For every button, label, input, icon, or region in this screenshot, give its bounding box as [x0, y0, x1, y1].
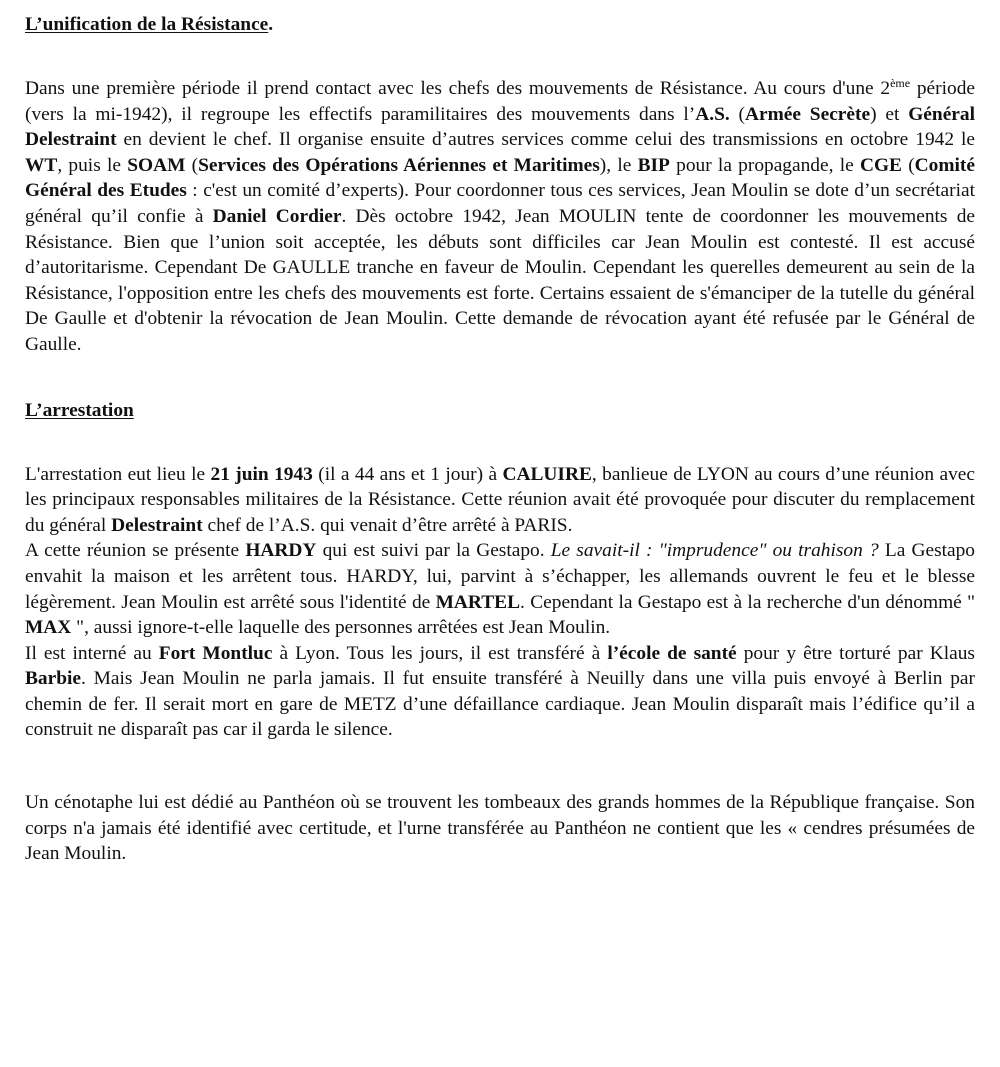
text-run: pour la propagande, le [669, 154, 860, 176]
text-run: chef de l’A.S. qui venait d’être arrêté à PARIS. [202, 514, 573, 536]
bold-term: Armée Secrète [745, 103, 871, 125]
bold-term: Fort Montluc [158, 642, 273, 664]
text-run: La Gestapo envahit la maison et les arrêtent tous. HARDY, lui, parvint à s’échapper, les allemands ouvrent le feu et le blesse légèrement. Jean Moulin est arrêté sous l'identité de [25, 540, 976, 613]
text-run: pour y être torturé par Klaus [736, 642, 975, 664]
text-run: : c'est un comité d’experts). Pour coordonner tous ces services, Jean Moulin se dote d’un secrétariat général qu’il confie à [25, 180, 975, 227]
text-run: ), le [599, 154, 638, 176]
paragraph-unification [25, 76, 975, 358]
text-run: . Cependant la Gestapo est à la recherche d'un dénommé " [520, 591, 976, 613]
italic-question: Le savait-il : "imprudence" ou trahison ? [550, 540, 879, 562]
bold-term: 21 juin 1943 [210, 463, 313, 485]
text-run: ( [901, 154, 915, 176]
bold-term: Delestraint [111, 514, 203, 536]
text-run: ", aussi ignore-t-elle laquelle des personnes arrêtées est Jean Moulin. [71, 617, 611, 639]
text-run: ) et [870, 103, 909, 125]
bold-term: CALUIRE [502, 463, 592, 485]
bold-term: HARDY [245, 540, 317, 562]
paragraph-arrestation-3 [25, 641, 975, 743]
bold-term: Services des Opérations Aériennes et Maritimes [198, 154, 600, 176]
text-run: . Dès octobre 1942, Jean MOULIN tente de coordonner les mouvements de Résistance. Bien que l’union soit acceptée, les débuts sont difficiles car Jean Moulin est contesté. Il est accusé d’autoritarisme. Cependant De GAULLE tranche en faveur de Moulin. Cependant les querelles demeurent au sein de la Résistance, l'opposition entre les chefs des mouvements est forte. Certains essaient de s'émanciper de la tutelle du général De Gaulle et d'obtenir la révocation de Jean Moulin. Cette demande de révocation ayant été refusée par le Général de Gaulle. [25, 205, 976, 355]
bold-term: WT [25, 154, 58, 176]
superscript: ème [890, 76, 911, 90]
text-run: , banlieue de LYON au cours d’une réunion avec les principaux responsables militaires de la Résistance. Cette réunion avait été provoquée pour discuter du remplacement du général [25, 463, 975, 536]
bold-term: Comité Général des Etudes [25, 154, 975, 202]
text-run: en devient le chef. Il organise ensuite d’autres services comme celui des transmissions en octobre 1942 le [116, 129, 975, 151]
text-run: , puis le [57, 154, 128, 176]
heading-period: . [268, 14, 274, 35]
text-run: (il a 44 ans et 1 jour) à [312, 463, 503, 485]
bold-term: Daniel Cordier [212, 205, 342, 227]
text-run: qui est suivi par la Gestapo. [316, 540, 551, 562]
text-run: Dans une première période il prend contact avec les chefs des mouvements de Résistance. Au cours d'une 2 [25, 78, 891, 99]
section-heading-unification [25, 12, 975, 38]
paragraph-cenotaphe: Un cénotaphe lui est dédié au Panthéon où se trouvent les tombeaux des grands hommes de la République française. Son corps n'a jamais été identifié avec certitude, et l'urne transférée au Panthéon ne contient que les « cendres présumées de Jean Moulin. [25, 792, 975, 865]
text-run: période (vers la mi-1942), il regroupe les effectifs paramilitaires des mouvements dans l’ [25, 78, 975, 125]
bold-term: Barbie [25, 668, 82, 690]
text-run: ( [729, 103, 745, 125]
bold-term: l’école de santé [607, 642, 737, 664]
bold-term: CGE [859, 154, 902, 176]
text-run: A cette réunion se présente [25, 540, 246, 562]
bold-term: SOAM [127, 154, 186, 176]
text-run: Il est interné au [25, 642, 159, 664]
bold-term: MARTEL [435, 591, 521, 613]
heading-text: L’unification de la Résistance [25, 14, 269, 35]
bold-term: BIP [637, 154, 670, 176]
section-heading-arrestation: L’arrestation [25, 399, 134, 421]
paragraph-arrestation-2 [25, 538, 975, 640]
text-run: à Lyon. Tous les jours, il est transféré à [272, 642, 608, 664]
text-run: . Mais Jean Moulin ne parla jamais. Il fut ensuite transféré à Neuilly dans une villa puis envoyé à Berlin par chemin de fer. Il serait mort en gare de METZ d’une défaillance cardiaque. Jean Moulin disparaît mais l’édifice qu’il a construit ne disparaît pas car il garda le silence. [25, 668, 975, 741]
text-run: L'arrestation eut lieu le [25, 463, 211, 485]
text-run: ( [185, 154, 199, 176]
bold-term: Général Delestraint [25, 103, 975, 151]
bold-term: MAX [25, 617, 72, 639]
bold-term: A.S. [695, 103, 730, 125]
paragraph-arrestation-1 [25, 462, 975, 539]
